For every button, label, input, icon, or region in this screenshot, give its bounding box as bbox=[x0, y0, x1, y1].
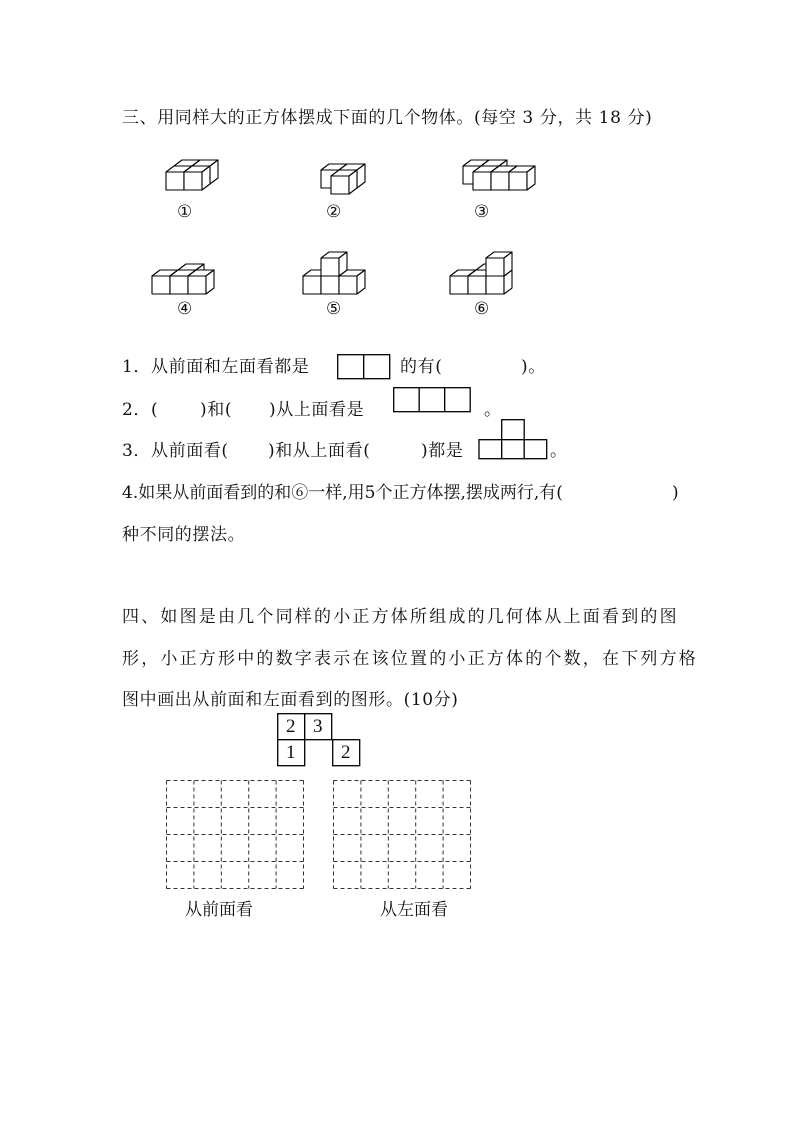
q3-t-shape bbox=[478, 419, 554, 461]
question-2-end: 。 bbox=[484, 400, 502, 420]
top-view-number: 2 bbox=[341, 742, 351, 763]
figure-label-6: ⑥ bbox=[474, 299, 490, 319]
question-1-suffix: 的有( bbox=[400, 357, 443, 377]
answer-blank-q4[interactable]: ) bbox=[672, 483, 680, 503]
cube bbox=[321, 252, 347, 276]
figure-label-1: ① bbox=[177, 202, 193, 222]
question-2-middle: )和( bbox=[200, 400, 233, 420]
q1-two-square-shape bbox=[337, 354, 393, 380]
section-4-line-3: 图中画出从前面和左面看到的图形。(10分) bbox=[122, 690, 459, 710]
figure-label-5: ⑤ bbox=[326, 299, 342, 319]
question-3-middle: )和从上面看( bbox=[268, 441, 371, 461]
section-3-title: 三、用同样大的正方体摆成下面的几个物体。(每空 3 分，共 18 分) bbox=[122, 108, 653, 128]
cube-figures bbox=[0, 0, 794, 330]
left-view-answer-grid[interactable] bbox=[333, 780, 473, 890]
question-4-line-2: 种不同的摆法。 bbox=[122, 525, 246, 545]
cube bbox=[331, 170, 357, 194]
top-view-number: 1 bbox=[286, 742, 296, 763]
question-1-text: 1．从前面和左面看都是 bbox=[122, 357, 310, 377]
section-4-line-1: 四、如图是由几个同样的小正方体所组成的几何体从上面看到的图 bbox=[122, 607, 679, 627]
answer-blank-q3-b[interactable] bbox=[384, 439, 420, 461]
question-2-prefix: 2．( bbox=[122, 400, 159, 420]
left-view-label: 从左面看 bbox=[380, 900, 448, 920]
cube bbox=[188, 270, 214, 294]
figure-label-4: ④ bbox=[177, 299, 193, 319]
cube bbox=[509, 166, 535, 190]
question-2-text: )从上面看是 bbox=[269, 400, 365, 420]
cube bbox=[486, 252, 512, 276]
figure-label-3: ③ bbox=[474, 202, 490, 222]
answer-blank-q2-a[interactable] bbox=[160, 398, 194, 420]
question-3-end: 。 bbox=[550, 441, 568, 461]
answer-blank-q2-b[interactable] bbox=[236, 398, 266, 420]
question-3-text: )都是 bbox=[421, 441, 464, 461]
top-view-number: 3 bbox=[313, 716, 323, 737]
answer-blank-q3-a[interactable] bbox=[236, 439, 266, 461]
question-3-prefix: 3．从前面看( bbox=[122, 441, 229, 461]
section-4-line-2: 形，小正方形中的数字表示在该位置的小正方体的个数，在下列方格 bbox=[122, 649, 698, 669]
question-4-line-1: 4.如果从前面看到的和⑥一样,用5个正方体摆,摆成两行,有( bbox=[122, 483, 563, 503]
answer-blank-q1[interactable]: )。 bbox=[521, 357, 546, 377]
q2-three-square-shape bbox=[393, 387, 473, 413]
top-view-number: 2 bbox=[286, 716, 296, 737]
front-view-label: 从前面看 bbox=[185, 900, 253, 920]
figure-label-2: ② bbox=[326, 202, 342, 222]
cube bbox=[184, 166, 210, 190]
front-view-answer-grid[interactable] bbox=[166, 780, 306, 890]
